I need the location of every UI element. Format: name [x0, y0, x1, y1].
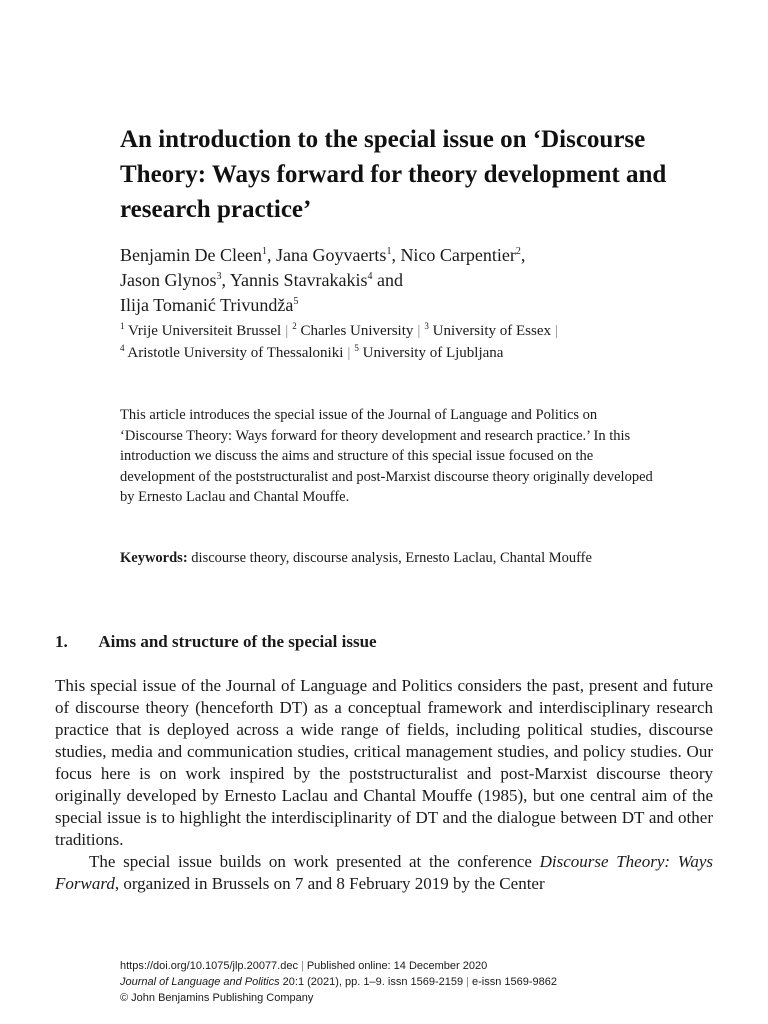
section-heading: [55, 631, 655, 653]
affiliation-marker: 4: [120, 343, 125, 353]
publication-footer: [120, 958, 680, 1006]
author-affiliation-marker: 2: [515, 246, 521, 257]
affiliation-separator: |: [285, 323, 289, 339]
copyright: © John Benjamins Publishing Company: [120, 992, 314, 1004]
body-text: [55, 675, 713, 895]
author-name: Nico Carpentier: [400, 245, 516, 265]
author-affiliation-marker: 4: [367, 271, 373, 282]
issn: issn 1569-2159: [387, 976, 464, 988]
paragraph-2-start: The special issue builds on work presented at the conference: [89, 852, 540, 871]
affiliation-item: $^1$ Vrije Universiteit Brussel: [120, 321, 282, 339]
affiliation-marker: 3: [424, 321, 429, 331]
conference-title: Discourse Theory: Ways Forward: [55, 852, 713, 893]
article-title: An introduction to the special issue on ‘Discourse Theory: Ways forward for theory development and research practice’: [120, 126, 667, 223]
footer-separator: |: [466, 976, 469, 988]
abstract: This article introduces the special issue of the Journal of Language and Politics on ‘Discourse Theory: Ways forward for theory development and research practice.’ In this introduction we discuss the aims and structure of this special issue focused on the development of the poststructuralist and post-Marxist discourse theory originally developed by Ernesto Laclau and Chantal Mouffe.: [120, 407, 653, 505]
affiliation-separator: |: [417, 323, 421, 339]
affiliation-item: $^2$ Charles University: [292, 321, 414, 339]
author-affiliation-marker: 5: [293, 296, 299, 307]
author-name: Jana Goyvaerts: [275, 245, 387, 265]
author-affiliation-marker: 3: [216, 271, 222, 282]
doi-link[interactable]: https://doi.org/10.1075/jlp.20077.dec: [120, 960, 298, 972]
journal-name: Journal of Language and Politics: [120, 976, 280, 988]
keywords-label: Keywords:: [120, 550, 188, 566]
affiliation-separator: |: [554, 323, 558, 339]
volume-info: 20:1 (2021), pp. 1–9.: [279, 976, 388, 988]
section-title: Aims and structure of the special issue: [98, 632, 377, 651]
author-affiliation-marker: 1: [386, 246, 392, 257]
affiliation-marker: 5: [354, 343, 359, 353]
author-name: Benjamin De Cleen: [120, 245, 262, 265]
author-name: Ilija Tomanić Trivundža: [120, 295, 294, 315]
author-list: Benjamin De Cleen$^1$, Jana Goyvaerts$^1$, Nico Carpentier$^2$, Jason Glynos$^3$, Yannis Stavrakakis$^4$ and Ilija Tomanić Trivundža$^5$: [120, 245, 526, 315]
affiliation-item: $^5$ University of Ljubljana: [354, 343, 504, 361]
author-name: Jason Glynos: [120, 270, 217, 290]
affiliation-marker: 1: [120, 321, 125, 331]
affiliation-marker: 2: [292, 321, 297, 331]
footer-separator: |: [300, 960, 304, 972]
body-paragraph-2: [55, 851, 713, 895]
footer-line-1: [120, 958, 680, 974]
footer-line-2: [120, 974, 680, 990]
affiliation-list: [120, 320, 680, 364]
author-name: Yannis Stavrakakis: [229, 270, 368, 290]
affiliation-item: $^3$ University of Essex: [424, 321, 551, 339]
eissn: e-issn 1569-9862: [471, 976, 557, 988]
author-affiliation-marker: 1: [261, 246, 267, 257]
affiliation-item: $^4$ Aristotle University of Thessaloniki: [120, 343, 344, 361]
body-paragraph-1: This special issue of the Journal of Language and Politics considers the past, present and future of discourse theory (henceforth DT) as a conceptual framework and interdisciplinary research practice that is deployed across a wide range of fields, including political studies, discourse studies, media and communication studies, critical management studies, and policy studies. Our focus here is on work inspired by the poststructuralist and post-Marxist discourse theory originally developed by Ernesto Laclau and Chantal Mouffe (1985), but one central aim of the special issue is to highlight the interdisciplinarity of DT and the dialogue between DT and other traditions.: [55, 676, 713, 849]
affiliation-separator: |: [347, 345, 351, 361]
section-number: 1.: [55, 632, 68, 651]
keywords-text: discourse theory, discourse analysis, Ernesto Laclau, Chantal Mouffe: [191, 550, 592, 566]
published-date: Published online: 14 December 2020: [306, 960, 488, 972]
keywords: [120, 548, 660, 569]
paragraph-2-end: , organized in Brussels on 7 and 8 February 2019 by the Center: [114, 874, 545, 893]
